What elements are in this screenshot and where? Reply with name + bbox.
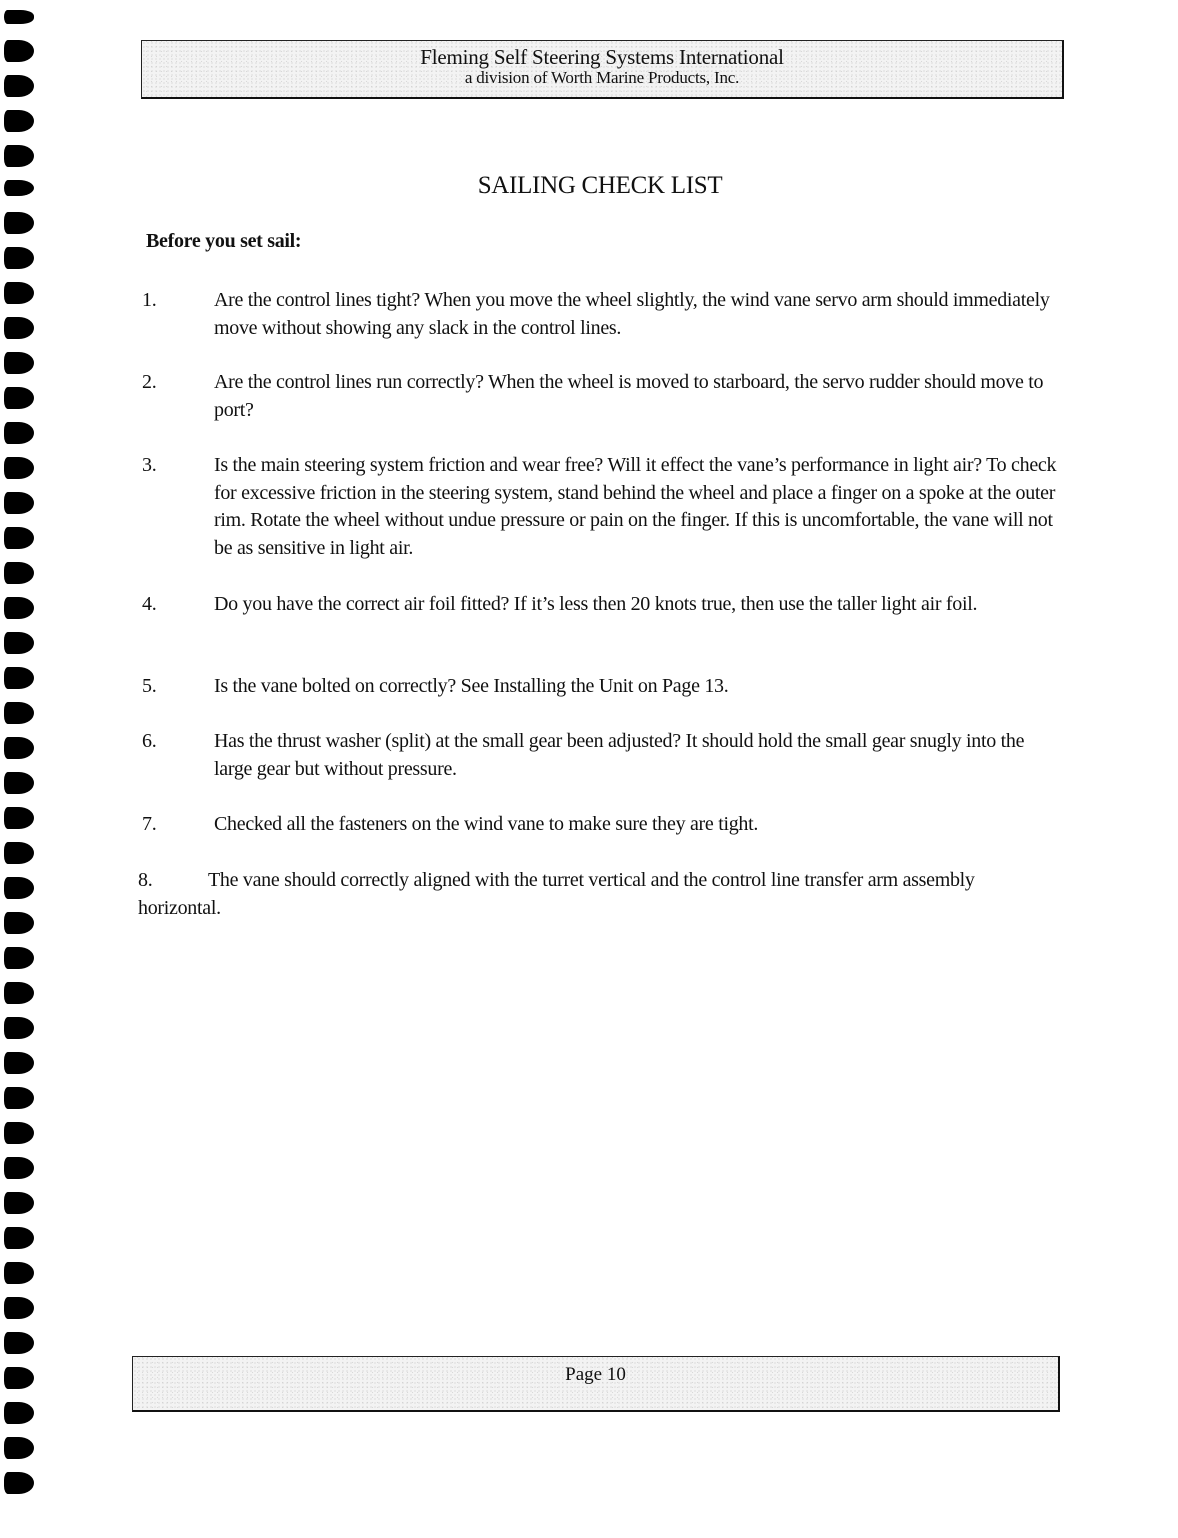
binding-hole <box>4 667 34 689</box>
checklist-item <box>142 673 1062 701</box>
binding-hole <box>4 40 34 62</box>
binding-hole <box>4 737 34 759</box>
binding-hole <box>4 212 34 234</box>
checklist-item <box>142 287 1062 342</box>
binding-hole <box>4 282 34 304</box>
binding-hole <box>4 807 34 829</box>
checklist-item <box>142 811 1062 839</box>
binding-hole <box>4 75 34 97</box>
binding-hole <box>4 1297 34 1319</box>
binding-hole <box>4 562 34 584</box>
item-number: 2. <box>142 371 157 393</box>
item-number: 3. <box>142 454 157 476</box>
binding-hole <box>4 527 34 549</box>
binding-hole <box>4 247 34 269</box>
item-text: Checked all the fasteners on the wind vane to make sure they are tight. <box>214 813 759 835</box>
binding-hole <box>4 877 34 899</box>
footer-banner <box>132 1356 1060 1412</box>
binding-hole <box>4 10 34 24</box>
binding-hole <box>4 1087 34 1109</box>
binding-hole <box>4 422 34 444</box>
binding-hole <box>4 947 34 969</box>
binding-hole <box>4 145 34 167</box>
binding-holes <box>0 0 40 1538</box>
item-number: 8. <box>138 869 153 891</box>
binding-hole <box>4 1437 34 1459</box>
binding-hole <box>4 982 34 1004</box>
binding-hole <box>4 1157 34 1179</box>
item-number: 4. <box>142 593 157 615</box>
binding-hole <box>4 772 34 794</box>
company-name: Fleming Self Steering Systems International <box>420 45 784 69</box>
checklist-item <box>142 591 1062 619</box>
binding-hole <box>4 702 34 724</box>
binding-hole <box>4 352 34 374</box>
binding-hole <box>4 1017 34 1039</box>
checklist-item <box>142 369 1062 424</box>
binding-hole <box>4 632 34 654</box>
item-number: 5. <box>142 675 157 697</box>
binding-hole <box>4 110 34 132</box>
checklist-item <box>142 452 1062 562</box>
section-heading: Before you set sail: <box>146 230 302 252</box>
item-text: Is the main steering system friction and wear free? Will it effect the vane’s performance in light air? To check for excessive friction in the steering system, stand behind the wheel and place a finger on a spoke at the outer rim. Rotate the wheel without undue pressure or pain on the finger. If this is uncomfortable, the vane will not be as sensitive in light air. <box>214 454 1057 559</box>
item-text: Has the thrust washer (split) at the small gear been adjusted? It should hold the small gear snugly into the large gear but without pressure. <box>214 730 1025 780</box>
binding-hole <box>4 1227 34 1249</box>
binding-hole <box>4 1052 34 1074</box>
binding-hole <box>4 1402 34 1424</box>
binding-hole <box>4 1122 34 1144</box>
item-text: Is the vane bolted on correctly? See Installing the Unit on Page 13. <box>214 675 729 697</box>
binding-hole <box>4 387 34 409</box>
page-number: Page 10 <box>565 1364 626 1385</box>
item-text: Are the control lines run correctly? When the wheel is moved to starboard, the servo rudder should move to port? <box>214 371 1044 421</box>
binding-hole <box>4 1472 34 1494</box>
binding-hole <box>4 842 34 864</box>
item-number: 7. <box>142 813 157 835</box>
binding-hole <box>4 1367 34 1389</box>
binding-hole <box>4 317 34 339</box>
binding-hole <box>4 1262 34 1284</box>
item-text: Do you have the correct air foil fitted? If it’s less then 20 knots true, then use the taller light air foil. <box>214 593 978 615</box>
binding-hole <box>4 492 34 514</box>
checklist-item <box>138 867 1058 922</box>
binding-hole <box>4 1332 34 1354</box>
header-banner <box>141 40 1064 99</box>
item-text: The vane should correctly aligned with the turret vertical and the control line transfer arm assembly horizontal. <box>138 869 975 919</box>
item-number: 6. <box>142 730 157 752</box>
binding-hole <box>4 457 34 479</box>
page-title: SAILING CHECK LIST <box>477 172 723 199</box>
division-name: a division of Worth Marine Products, Inc. <box>464 68 740 87</box>
binding-hole <box>4 597 34 619</box>
checklist-item <box>142 728 1062 783</box>
item-text: Are the control lines tight? When you move the wheel slightly, the wind vane servo arm should immediately move without showing any slack in the control lines. <box>214 289 1050 339</box>
binding-hole <box>4 912 34 934</box>
item-number: 1. <box>142 289 157 311</box>
binding-hole <box>4 1192 34 1214</box>
